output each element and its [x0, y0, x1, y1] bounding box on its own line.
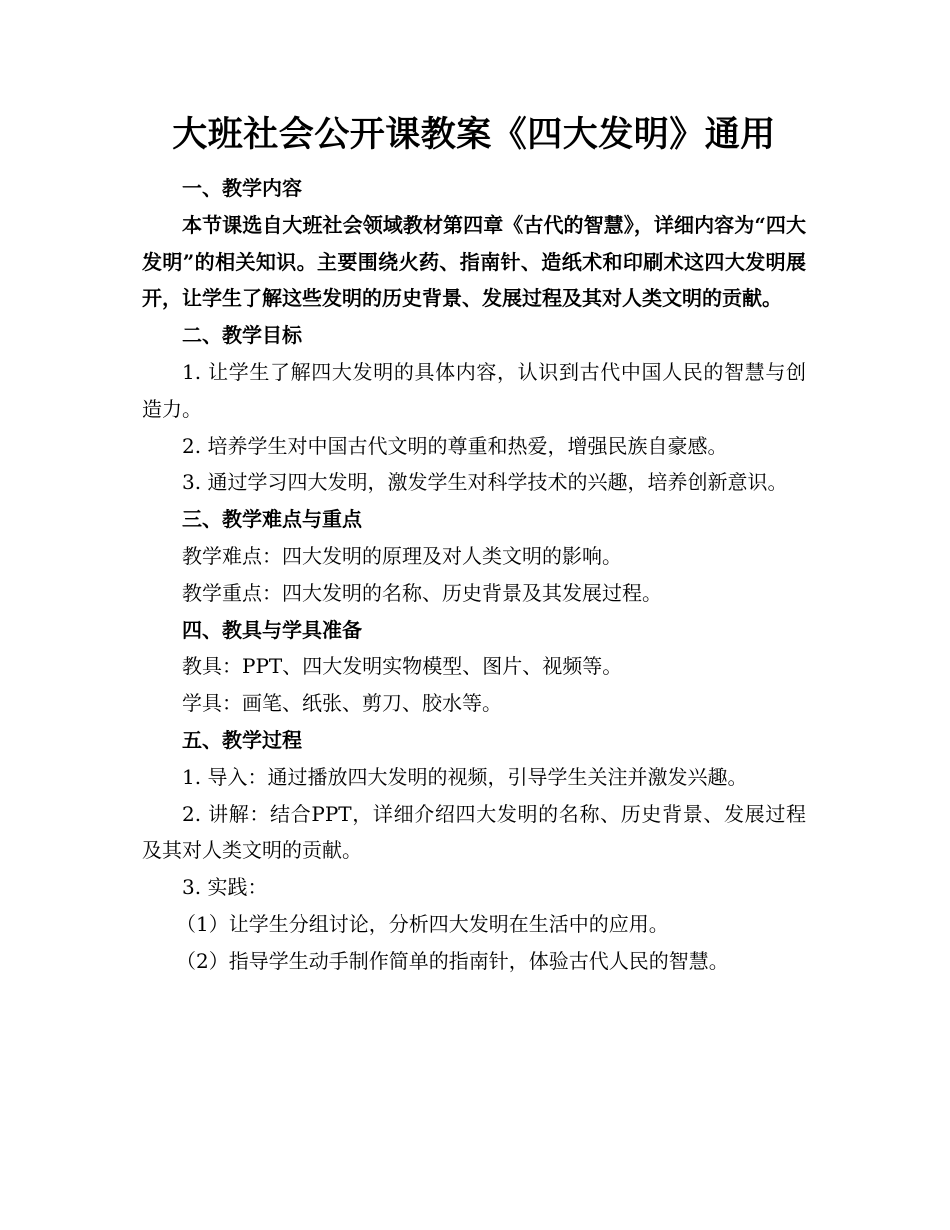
process-item-1: 1. 导入：通过播放四大发明的视频，引导学生关注并激发兴趣。: [182, 764, 748, 789]
student-materials-text: 学具：画笔、纸张、剪刀、胶水等。: [182, 691, 502, 716]
focus-text: 教学重点：四大发明的名称、历史背景及其发展过程。: [182, 580, 662, 605]
process-item-2: 2. 讲解：结合PPT，详细介绍四大发明的名称、历史背景、发展过程及其对人类文明的贡献。: [142, 801, 806, 863]
section-heading-objectives: 二、教学目标: [182, 323, 302, 348]
document-title: 大班社会公开课教案《四大发明》通用: [172, 114, 776, 155]
section-heading-content: 一、教学内容: [182, 176, 302, 200]
objective-item-1: 1. 让学生了解四大发明的具体内容，认识到古代中国人民的智慧与创造力。: [142, 359, 806, 421]
teacher-materials-text: 教具：PPT、四大发明实物模型、图片、视频等。: [182, 654, 623, 679]
section-heading-process: 五、教学过程: [182, 727, 302, 752]
process-sub-item-1: （1）让学生分组讨论，分析四大发明在生活中的应用。: [176, 911, 669, 936]
process-item-3: 3. 实践：: [182, 875, 268, 900]
section-heading-materials: 四、教具与学具准备: [182, 617, 362, 642]
objective-item-3: 3. 通过学习四大发明，激发学生对科学技术的兴趣，培养创新意识。: [182, 470, 788, 495]
document-page: [142, 112, 806, 980]
section-body-content: 本节课选自大班社会领域教材第四章《古代的智慧》，详细内容为“四大发明”的相关知识。主要围绕火药、指南针、造纸术和印刷术这四大发明展开，让学生了解这些发明的历史背景、发展过程及其对人类文明的贡献。: [142, 212, 806, 311]
section-heading-key-points: 三、教学难点与重点: [182, 507, 362, 532]
objective-item-2: 2. 培养学生对中国古代文明的尊重和热爱，增强民族自豪感。: [182, 433, 728, 458]
difficulty-text: 教学难点：四大发明的原理及对人类文明的影响。: [182, 543, 622, 568]
process-sub-item-2: （2）指导学生动手制作简单的指南针，体验古代人民的智慧。: [176, 948, 729, 973]
